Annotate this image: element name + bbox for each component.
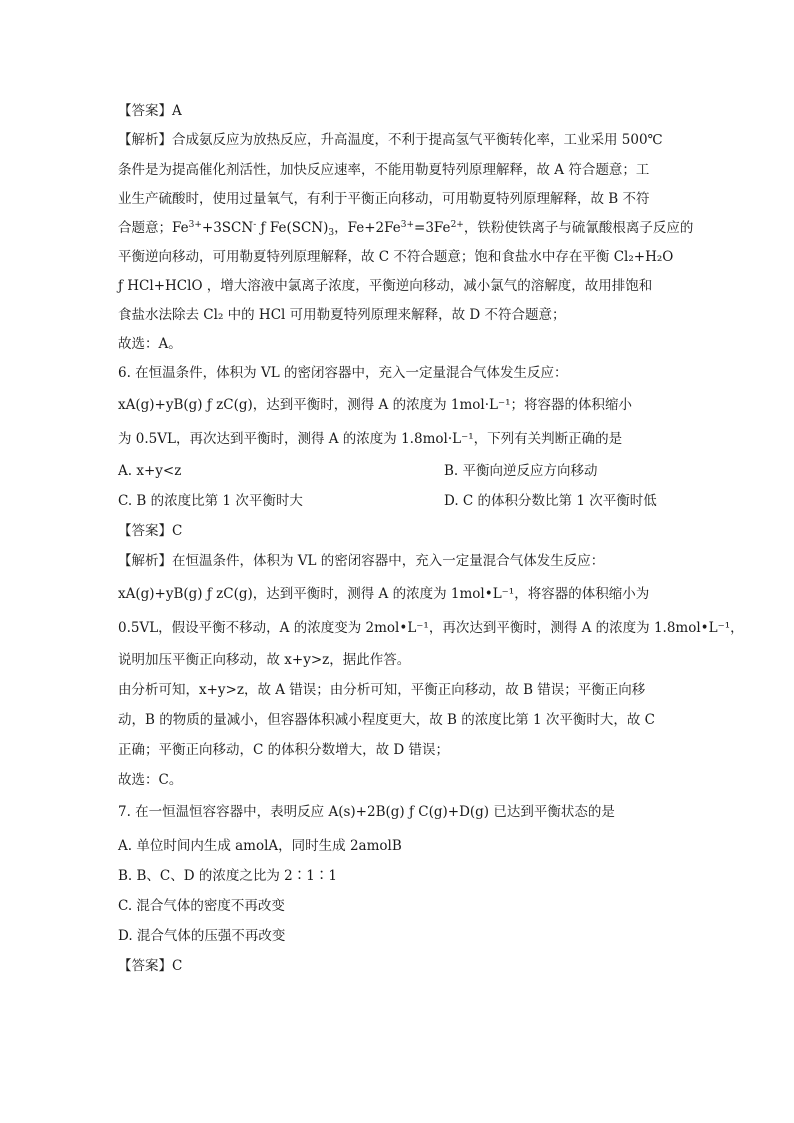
fe-text: ，铁粉使铁离子与硫氰酸根离子反应的 — [463, 220, 694, 236]
analysis-6-line: 【解析】在恒温条件，体积为 VL 的密闭容器中，充入一定量混合气体发生反应： — [118, 553, 605, 569]
question-7-stem: 7. 在一恒温恒容容器中，表明反应 A(s)+2B(g) ƒ C(g)+D(g) 已达到平衡状态的是 — [118, 804, 615, 820]
answer-label-6: 【答案】C — [118, 523, 183, 539]
choose-line-1: 故选：A。 — [118, 336, 182, 352]
question-6-option-c: C. B 的浓度比第 1 次平衡时大 — [118, 493, 303, 509]
analysis-line: 业生产硫酸时，使用过量氧气，有利于平衡正向移动，可用勒夏特列原理解释，故 B 不符 — [118, 191, 650, 207]
question-6-option-a: A. x+y<z — [118, 463, 182, 479]
fe-text: =3Fe — [414, 220, 451, 236]
fe-text: ，Fe+2Fe — [334, 220, 401, 236]
analysis-6-line: 正确；平衡正向移动，C 的体积分数增大，故 D 错误； — [118, 742, 450, 758]
fe-charge: 2+ — [450, 220, 464, 230]
fe-subscript: 3 — [328, 228, 335, 238]
analysis-line: 条件是为提高催化剂活性，加快反应速率，不能用勒夏特列原理解释，故 A 符合题意；工 — [118, 162, 650, 178]
analysis-line: 【解析】合成氨反应为放热反应，升高温度，不利于提高氢气平衡转化率，工业采用 500℃ — [118, 132, 663, 148]
analysis-6-line: xA(g)+yB(g) ƒ zC(g)，达到平衡时，测得 A 的浓度为 1mol•L⁻¹，将容器的体积缩小为 — [118, 586, 650, 602]
analysis-6-line: 说明加压平衡正向移动，故 x+y>z，据此作答。 — [118, 652, 411, 668]
question-6-stem: xA(g)+yB(g) ƒ zC(g)，达到平衡时，测得 A 的浓度为 1mol·L⁻¹；将容器的体积缩小 — [118, 397, 633, 413]
question-7-option-d: D. 混合气体的压强不再改变 — [118, 928, 286, 944]
fe-charge: - — [253, 220, 257, 230]
question-7-option-a: A. 单位时间内生成 amolA，同时生成 2amolB — [118, 838, 402, 854]
analysis-line-fe-equation — [118, 218, 693, 238]
fe-charge: 3+ — [400, 220, 415, 230]
answer-label-1: 【答案】A — [118, 103, 182, 119]
fe-text: 合题意；Fe — [118, 220, 189, 236]
fe-text: ƒ Fe(SCN) — [256, 220, 329, 236]
question-6-option-d: D. C 的体积分数比第 1 次平衡时低 — [444, 493, 657, 509]
analysis-line: 食盐水法除去 Cl₂ 中的 HCl 可用勒夏特列原理来解释，故 D 不符合题意； — [118, 307, 566, 323]
answer-label-7: 【答案】C — [118, 958, 183, 974]
question-6-stem: 6. 在恒温条件，体积为 VL 的密闭容器中，充入一定量混合气体发生反应： — [118, 365, 568, 381]
fe-text: +3SCN — [201, 220, 254, 236]
analysis-6-line: 0.5VL，假设平衡不移动，A 的浓度变为 2mol•L⁻¹，再次达到平衡时，测得 A 的浓度为 1.8mol•L⁻¹， — [118, 620, 744, 636]
question-6-stem: 为 0.5VL，再次达到平衡时，测得 A 的浓度为 1.8mol·L⁻¹，下列有关判断正确的是 — [118, 431, 623, 447]
analysis-line: ƒ HCl+HClO ，增大溶液中氯离子浓度，平衡逆向移动，减小氯气的溶解度，故用排饱和 — [118, 278, 653, 294]
analysis-6-line: 由分析可知，x+y>z，故 A 错误；由分析可知，平衡正向移动，故 B 错误；平衡正向移 — [118, 682, 646, 698]
analysis-6-line: 动，B 的物质的量减小，但容器体积减小程度更大，故 B 的浓度比第 1 次平衡时大，故 C — [118, 712, 656, 728]
question-6-option-b: B. 平衡向逆反应方向移动 — [444, 463, 598, 479]
analysis-line: 平衡逆向移动，可用勒夏特列原理解释，故 C 不符合题意；饱和食盐水中存在平衡 Cl₂+H₂O — [118, 249, 674, 265]
choose-line-6: 故选：C。 — [118, 772, 183, 788]
fe-charge: 3+ — [188, 220, 202, 230]
question-7-option-c: C. 混合气体的密度不再改变 — [118, 898, 285, 914]
question-7-option-b: B. B、C、D 的浓度之比为 2∶1∶1 — [118, 868, 337, 884]
